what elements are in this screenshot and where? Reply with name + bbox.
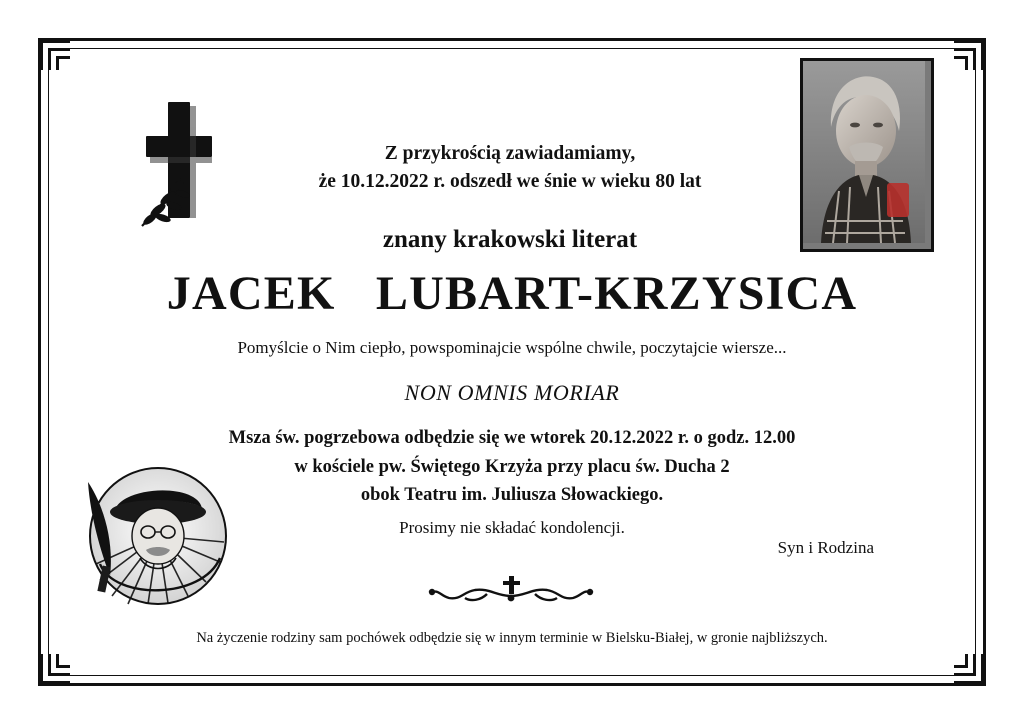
floral-cross-ornament-divider-icon: [60, 574, 964, 613]
signature: Syn i Rodzina: [777, 538, 874, 557]
role-line: znany krakowski literat: [382, 226, 638, 253]
mass-line-3: obok Teatru im. Juliusza Słowackiego.: [360, 485, 664, 506]
mass-line-1: Msza św. pogrzebowa odbędzie się we wtorek 20.12.2022 r. o godz. 12.00: [228, 428, 796, 448]
page-title: [60, 266, 964, 321]
portrait-photo-of-deceased: [800, 58, 934, 252]
name-last: LUBART-KRZYSICA: [375, 267, 858, 320]
footnote: Na życzenie rodziny sam pochówek odbędzie się w innym terminie w Bielsku-Białej, w gronie najbliższych.: [196, 630, 828, 646]
notice-content: [60, 58, 964, 666]
lead-text: [250, 140, 770, 197]
cross-with-palm-branch-icon: [130, 98, 240, 238]
lead-line-1: Z przykrością zawiadamiamy,: [384, 143, 636, 164]
mass-line-2: w kościele pw. Świętego Krzyża przy placu św. Ducha 2: [294, 456, 730, 477]
lead-line-2: że 10.12.2022 r. odszedł we śnie w wieku 80 lat: [318, 171, 702, 193]
condolences-request: Prosimy nie składać kondolencji.: [399, 518, 625, 537]
latin-motto: NON OMNIS MORIAR: [404, 380, 620, 405]
name-first: JACEK: [166, 267, 336, 320]
memory-line: Pomyślcie o Nim ciepło, powspominajcie wspólne chwile, poczytajcie wiersze...: [237, 338, 787, 357]
